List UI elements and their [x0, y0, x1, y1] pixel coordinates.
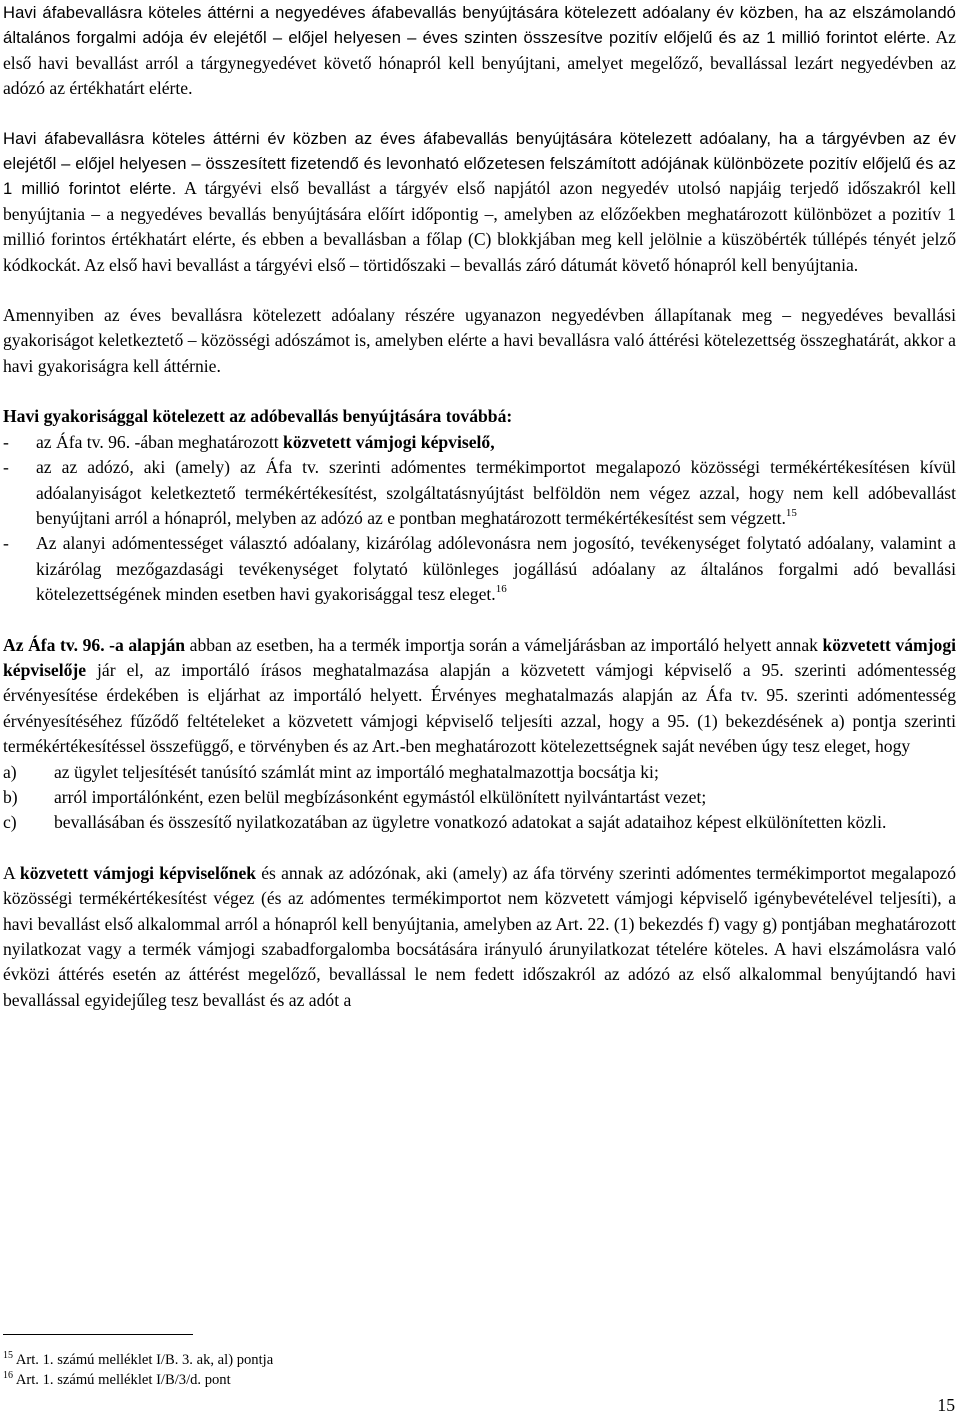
lettered-list-item [3, 760, 956, 785]
footnote-number: 16 [3, 1370, 13, 1381]
paragraph-4-bold-2: közvetett vámjogi képviselője [3, 634, 957, 680]
paragraph-3: Amennyiben az éves bevallásra kötelezett adóalany részére ugyanazon negyedévben állapítanak meg – negyedéves bevallási gyakoriságot keletkeztető – közösségi adószámot is, amelyben elérte a havi bevallásra való áttérési kötelezettség összeghatárát, akkor a havi gyakoriságra kell áttérnie. [3, 305, 956, 376]
footnotes [3, 1350, 273, 1390]
lettered-list-item [3, 810, 956, 835]
section-heading: Havi gyakorisággal kötelezett az adóbevallás benyújtására továbbá: [3, 406, 513, 427]
footnote-ref[interactable]: 15 [785, 506, 797, 519]
list-marker: b) [3, 786, 18, 807]
footnote-text: Art. 1. számú melléklet I/B. 3. ak, al) pontja [15, 1352, 274, 1368]
paragraph-1 [3, 0, 956, 102]
list-marker: a) [3, 761, 17, 782]
footnote-text: Art. 1. számú melléklet I/B/3/d. pont [15, 1372, 231, 1388]
paragraph-4-text-2: jár el, az importáló írásos meghatalmazása alapján a közvetett vámjogi képviselő a 95. szerinti adómentesség érvényesítése érdekében is eljárhat az importáló helyett. Érvényes meghatalmazás alapján az Áfa tv. 95. szerinti adómentesség érvényesítéséhez fűződő feltételeket a közvetett vámjogi képviselő teljesíti azzal, hogy a 95. (1) bekezdésének a) pontja szerinti termékértékesítéssel összefüggő, e törvényben és az Art.-ben meghatározott kötelezettségnek saját nevében úgy tesz eleget, hogy [3, 659, 956, 757]
footnote-ref[interactable]: 16 [495, 583, 507, 596]
paragraph-5-text-1: A [3, 862, 20, 883]
list-item-text: az az adózó, aki (amely) az Áfa tv. szerinti adómentes termékimportot megalapozó közösségi termékértékesítésen kívül adóalanyiságot keletkeztető termékértékesítést, szolgáltatásnyújtást belföldön nem végez azzal, hogy nem kell adóbevallást benyújtani arról a hónapról, melyben az adózó az e pontban meghatározott termékértékesítést sem végzett. [36, 457, 956, 528]
spacer [3, 836, 956, 861]
footnote [3, 1350, 273, 1370]
paragraph-4-text-1: abban az esetben, ha a termék importja során a vámeljárásban az importáló helyett annak [185, 634, 823, 655]
paragraph-4-bold-1: Az Áfa tv. 96. -a alapján [3, 634, 186, 655]
lettered-list-item [3, 785, 956, 810]
paragraph-2-sans-text: Havi áfabevallásra köteles áttérni év közben az éves áfabevallás benyújtására kötelezett adóalany, ha a tárgyévben az év elejétől – előjel helyesen – összesített fizetendő és levonható előzetesen felszámított adójának különbözete pozitív előjelű és az 1 millió forintot elérte. [3, 128, 956, 199]
list-item-text: az Áfa tv. 96. -ában meghatározott [36, 431, 284, 452]
lettered-list-item-text: arról importálónként, ezen belül megbízásonként egymástól elkülönített nyilvántartást vezet; [54, 786, 707, 807]
paragraph-5 [3, 861, 956, 1013]
spacer [3, 608, 956, 633]
paragraph-2-text: A tárgyévi első bevallást a tárgyév első napjától azon negyedév utolsó napjáig terjedő időszakról kell benyújtania – a negyedéves bevallás benyújtására előírt időpontig –, amelyben az előzőekben meghatározott különbözet a pozitív 1 millió forintos értékhatárt elérte, és ebben a bevallásban a főlap (C) blokkjában meg kell jelölnie a küszöbérték túllépés tényét jelző kódkockát. Az első havi bevallást a tárgyévi első – törtidőszaki – bevallás záró dátumát követő hónapról kell benyújtania. [3, 178, 956, 275]
lettered-list [3, 760, 956, 836]
obligation-list [3, 430, 956, 608]
list-item [3, 455, 956, 531]
paragraph-4 [3, 633, 956, 760]
paragraph-2 [3, 126, 956, 278]
paragraph-1-text: Az első havi bevallást arról a tárgynegyedévet követő hónapról kell benyújtani, amelyet megelőző, bevallással lezárt negyedévben az adózó az értékhatárt elérte. [3, 27, 956, 99]
lettered-list-item-text: az ügylet teljesítését tanúsító számlát mint az importáló meghatalmazottja bocsátja ki; [54, 761, 659, 782]
paragraph-5-bold-1: közvetett vámjogi képviselőnek [19, 862, 257, 883]
page-number: 15 [937, 1395, 955, 1415]
list-marker: - [3, 457, 9, 478]
document-page [3, 0, 956, 1013]
footnote-number: 15 [3, 1350, 13, 1361]
list-marker: - [3, 533, 9, 554]
list-marker: - [3, 431, 9, 452]
footnote [3, 1370, 273, 1390]
list-item [3, 531, 956, 607]
lettered-list-item-text: bevallásában és összesítő nyilatkozatában az ügyletre vonatkozó adatokat a saját adataihoz képest elkülönítetten közli. [54, 812, 887, 833]
paragraph-1-sans-text: Havi áfabevallásra köteles áttérni a negyedéves áfabevallás benyújtására kötelezett adóalany év közben, ha az elszámolandó általános forgalmi adója év elejétől – előjel helyesen – éves szinten összesítve pozitív előjelű és az 1 millió forintot elérte. [3, 3, 956, 48]
list-marker: c) [3, 812, 17, 833]
paragraph-5-text-2: és annak az adózónak, aki (amely) az áfa törvény szerinti adómentes termékimportot megalapozó közösségi termékértékesítést végez (és az adómentes termékimportot nem közvetett vámjogi képviselő igénybevételével teljesíti), a havi bevallást első alkalommal arról a hónapról kell benyújtania, amelyben az Art. 22. (1) bekezdés f) vagy g) pontjában meghatározott nyilatkozat vagy a termék vámjogi szabadforgalomba bocsátására irányuló árunyilatkozat tételére köteles. A havi elszámolásra való évközi áttérés esetén az áttérést megelőző, bevallással le nem fedett időszakról az adózó az első alkalommal benyújtandó havi bevallással egyidejűleg tesz bevallást és az adót a [3, 862, 956, 1010]
list-item [3, 430, 956, 455]
list-item-bold-text: közvetett vámjogi képviselő, [283, 431, 495, 452]
list-item-text: Az alanyi adómentességet választó adóalany, kizárólag adólevonásra nem jogosító, tevékenységet folytató adóalany, valamint a kizárólag mezőgazdasági tevékenységet folytató különleges jogállású adóalany az általános forgalmi adó bevallási kötelezettségének minden esetben havi gyakorisággal tesz eleget. [36, 533, 956, 605]
footnote-separator [3, 1334, 193, 1335]
